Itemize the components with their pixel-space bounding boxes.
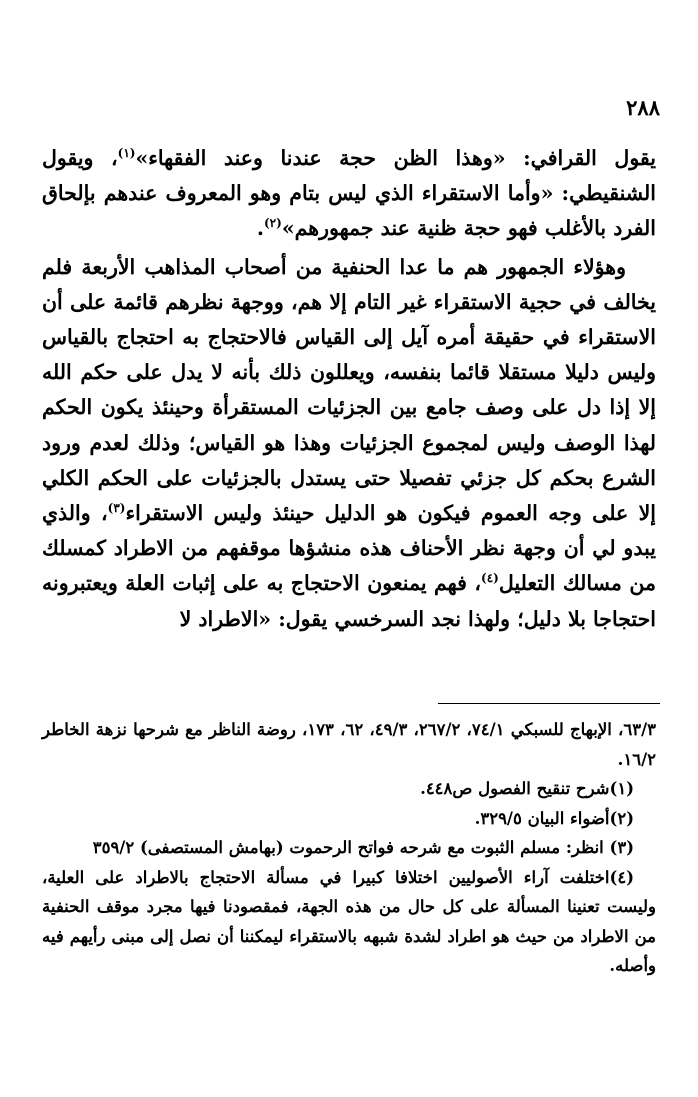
footnote-1: (١)شرح تنقيح الفصول ص٤٤٨. — [420, 779, 634, 798]
paragraph-1-text-b: ، ويقول الشنقيطي: «وأما الاستقراء الذي ليس بتام وهو المعروف عندهم بإلحاق الفرد بالأغلب فهو حجة ظنية عند جمهورهم» — [42, 146, 656, 241]
paragraph-1-text-c: . — [256, 216, 264, 241]
main-text — [42, 141, 656, 640]
paragraph-1 — [42, 141, 656, 247]
paragraph-1-text-a: يقول القرافي: «وهذا الظن حجة عندنا وعند الفقهاء» — [135, 146, 656, 170]
footnote-ref-3: (٣) — [107, 501, 126, 516]
footnotes-section — [42, 715, 656, 981]
footnote-3: (٣) انظر: مسلم الثبوت مع شرحه فواتح الرحموت (بهامش المستصفى) ٣٥٩/٢ — [92, 838, 634, 857]
page-number: ٢٨٨ — [626, 95, 660, 120]
footnote-ref-2: (٢) — [263, 216, 282, 231]
footnote-2: (٢)أضواء البيان ٣٢٩/٥. — [474, 808, 634, 828]
paragraph-2-text-a: وهؤلاء الجمهور هم ما عدا الحنفية من أصحاب المذاهب الأربعة فلم يخالف في حجية الاستقراء غير التام إلا هم، ووجهة نظرهم قائمة على أن الاستقراء في حقيقة أمره آيل إلى القياس فالاحتجاج به احتجاج بالقياس وليس دليلا مستقلا قائما بنفسه، ويعللون ذلك بأنه لا يدل على حكم الله إلا إذا دل على وصف جامع بين الجزئيات المستقرأة وحينئذ يكون الحكم لهذا الوصف وليس لمجموع الجزئيات وهذا هو القياس؛ وذلك لعدم ورود الشرع بحكم كل جزئي تفصيلا حتى يستدل بالجزئيات على الحكم الكلي إلا على وجه العموم فيكون هو الدليل حينئذ وليس الاستقراء — [42, 254, 656, 526]
footnote-ref-4: (٤) — [481, 571, 499, 586]
paragraph-2-text-c: ، فهم يمنعون الاحتجاج به على إثبات العلة ويعتبرونه احتجاجا بلا دليل؛ ولهذا نجد السرخسي يقول: «الاطراد لا — [42, 571, 656, 631]
footnote-4: (٤)اختلفت آراء الأصوليين اختلافا كبيرا في مسألة الاحتجاج بالاطراد على العلية، وليست تعنينا المسألة على كل حال من هذه الجهة، فمقصودنا فيها مجرد موقف الحنفية من الاطراد من حيث هو اطراد لشدة شبهه بالاستقراء ليمكننا أن نصل إلى مبنى رأيهم فيه وأصله. — [42, 867, 656, 975]
paragraph-2 — [42, 250, 656, 637]
paragraph-2-text-b: ، والذي يبدو لي أن وجهة نظر الأحناف هذه منشؤها موقفهم من الاطراد كمسلك من مسالك التعليل — [42, 501, 656, 596]
footnote-divider — [438, 703, 660, 704]
footnote-ref-1: (١) — [117, 146, 136, 161]
footnote-continuation: ٦٣/٣، الإبهاج للسبكي ٧٤/١، ٢٦٧/٢، ٤٩/٣، ٦٢، ١٧٣، روضة الناظر مع شرحها نزهة الخاطر ١٦/٢. — [42, 720, 656, 769]
